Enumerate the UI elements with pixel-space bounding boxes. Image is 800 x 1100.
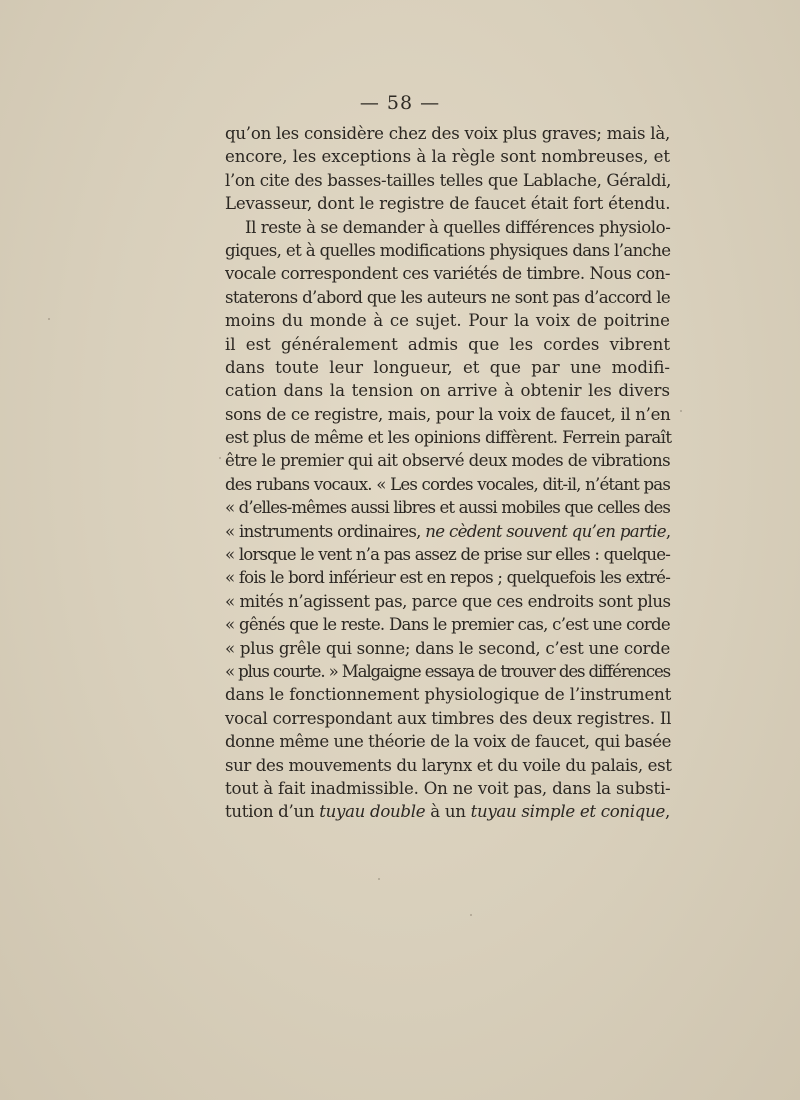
text-line	[225, 730, 670, 753]
text-line	[225, 169, 670, 192]
text-segment: encore, les exceptions à la règle sont nombreuses, et	[225, 147, 670, 167]
italic-text: tuyau double	[319, 802, 426, 822]
text-segment: donne même une théorie de la voix de faucet, qui basée	[225, 732, 671, 752]
text-line	[225, 707, 670, 730]
text-segment: être le premier qui ait observé deux modes de vibrations	[225, 451, 670, 471]
text-line	[225, 590, 670, 613]
text-line	[225, 449, 670, 472]
text-segment: ,	[665, 521, 671, 541]
text-segment: sur des mouvements du larynx et du voile du palais, est	[225, 755, 672, 775]
text-line	[225, 754, 670, 777]
text-segment: « plus grêle qui sonne; dans le second, c’est une corde	[225, 638, 670, 658]
text-segment: « plus courte. » Malgaigne essaya de trouver des différences	[225, 661, 670, 681]
paper-speck	[680, 410, 682, 412]
text-line	[225, 566, 670, 589]
text-segment: Levasseur, dont le registre de faucet était fort étendu.	[225, 194, 671, 214]
text-segment: vocal correspondant aux timbres des deux registres. Il	[225, 708, 672, 728]
text-line	[225, 496, 670, 519]
paper-speck	[378, 878, 380, 880]
text-line	[225, 286, 670, 309]
text-segment: « mités n’agissent pas, parce que ces endroits sont plus	[225, 591, 671, 611]
body-text	[225, 122, 670, 824]
text-line	[225, 122, 670, 145]
text-line	[225, 426, 670, 449]
text-segment: staterons d’abord que les auteurs ne sont pas d’accord le	[225, 287, 670, 307]
text-segment: « gênés que le reste. Dans le premier cas, c’est une corde	[225, 615, 670, 635]
text-line	[225, 403, 670, 426]
text-line	[225, 309, 670, 332]
text-segment: dans toute leur longueur, et que par une modifi-	[225, 357, 670, 377]
text-segment: à un	[425, 802, 471, 822]
text-line	[225, 683, 670, 706]
text-line	[225, 520, 670, 543]
text-line	[225, 356, 670, 379]
text-segment: il est généralement admis que les cordes vibrent	[225, 334, 670, 354]
text-segment: ,	[665, 802, 670, 822]
text-segment: « d’elles-mêmes aussi libres et aussi mobiles que celles des	[225, 498, 670, 518]
text-line	[225, 613, 670, 636]
text-segment: « instruments ordinaires,	[225, 521, 426, 541]
text-segment: « fois le bord inférieur est en repos ; quelquefois les extré-	[225, 568, 670, 588]
text-segment: giques, et à quelles modifications physiques dans l’anche	[225, 240, 671, 260]
text-segment: cation dans la tension on arrive à obtenir les divers	[225, 381, 670, 401]
text-line	[225, 216, 670, 239]
text-segment: des rubans vocaux. « Les cordes vocales, dit-il, n’étant pas	[225, 474, 670, 494]
text-segment: est plus de même et les opinions diffèrent. Ferrein paraît	[225, 428, 672, 448]
text-segment: moins du monde à ce sujet. Pour la voix de poitrine	[225, 311, 670, 331]
text-line	[225, 473, 670, 496]
paper-speck	[219, 457, 221, 459]
italic-text: tuyau simple et conique	[470, 802, 666, 822]
text-line	[225, 543, 670, 566]
text-segment: tution d’un	[225, 802, 320, 822]
text-line	[225, 145, 670, 168]
text-line	[225, 379, 670, 402]
text-line	[225, 800, 670, 823]
text-segment: Il reste à se demander à quelles différences physiolo-	[245, 217, 671, 237]
page-number: — 58 —	[359, 92, 441, 114]
italic-text: ne cèdent souvent qu’en partie	[425, 521, 666, 541]
text-line	[225, 637, 670, 660]
paper-speck	[470, 914, 472, 916]
text-line	[225, 262, 670, 285]
text-segment: sons de ce registre, mais, pour la voix de faucet, il n’en	[225, 404, 671, 424]
text-segment: dans le fonctionnement physiologique de l’instrument	[225, 685, 672, 705]
text-segment: « lorsque le vent n’a pas assez de prise sur elles : quelque-	[225, 545, 670, 565]
text-line	[225, 777, 670, 800]
text-segment: vocale correspondent ces variétés de timbre. Nous con-	[225, 264, 670, 284]
text-line	[225, 239, 670, 262]
text-line	[225, 333, 670, 356]
text-line	[225, 660, 670, 683]
text-segment: l’on cite des basses-tailles telles que Lablache, Géraldi,	[225, 170, 672, 190]
text-line	[225, 192, 670, 215]
text-segment: tout à fait inadmissible. On ne voit pas, dans la substi-	[225, 778, 671, 798]
text-segment: qu’on les considère chez des voix plus graves; mais là,	[225, 124, 670, 143]
paper-speck	[48, 318, 50, 320]
